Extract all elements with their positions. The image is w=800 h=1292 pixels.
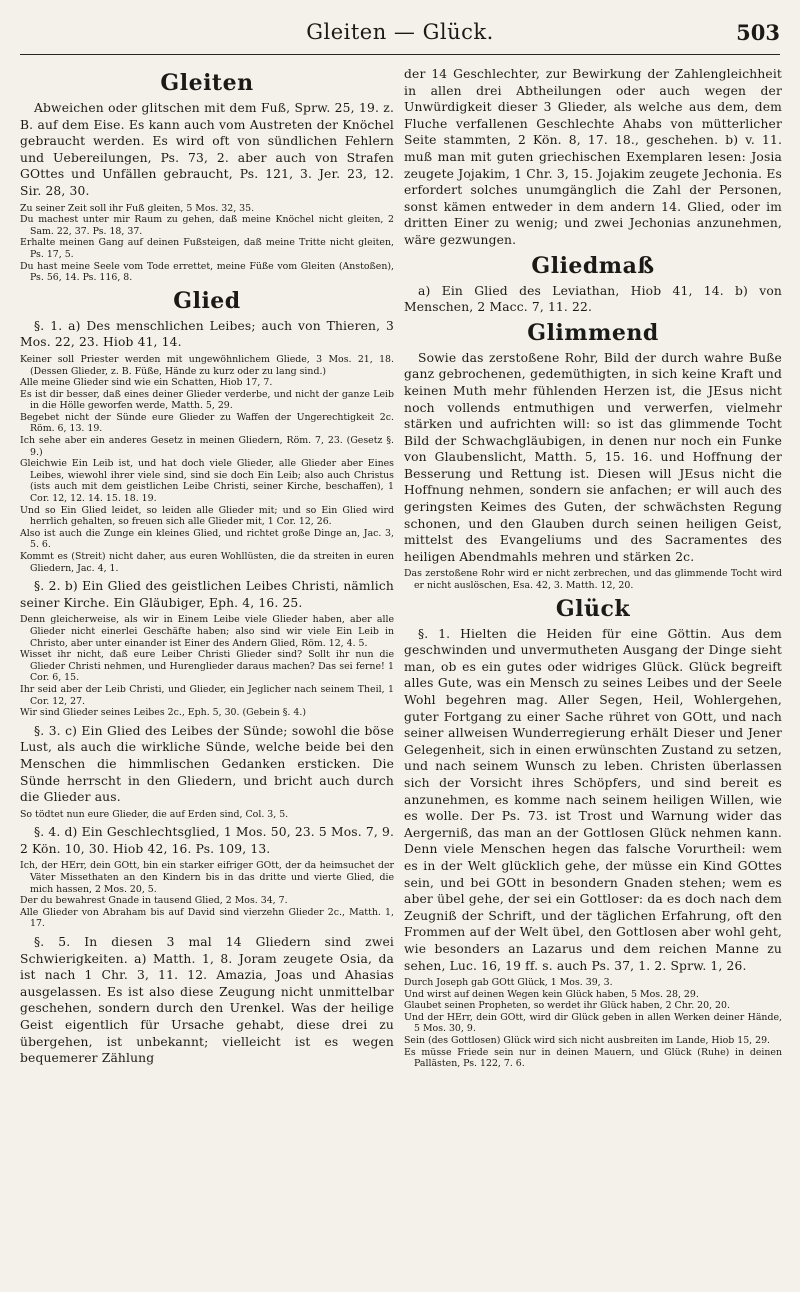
right-column xyxy=(404,66,782,1070)
entry-heading-glueck: Glück xyxy=(555,595,631,622)
section-4-text: §. 4. d) Ein Geschlechtsglied, 1 Mos. 50, 23. 5 Mos. 7, 9. 2 Kön. 10, 30. Hiob 42, 16. Ps. 109, 13. xyxy=(20,825,394,856)
citation: Du hast meine Seele vom Tode errettet, meine Füße vom Gleiten (Anstoßen), Ps. 56, 14. Ps. 116, 8. xyxy=(20,260,394,284)
citation: Das zerstoßene Rohr wird er nicht zerbrechen, und das glimmende Tocht wird er nicht auslöschen, Esa. 42, 3. Matth. 12, 20. xyxy=(404,568,782,592)
citation: Wir sind Glieder seines Leibes 2c., Eph. 5, 30. (Gebein §. 4.) xyxy=(20,707,306,719)
citation: Gleichwie Ein Leib ist, und hat doch viele Glieder, alle Glieder aber Eines Leibes, wiewohl ihrer viele sind, sind sie doch Ein Leib; also auch Christus (ists auch mit dem geistlichen Leibe Christi, seiner Kirche, beschaffen), 1 Cor. 12, 12. 14. 15. 18. 19. xyxy=(20,458,394,505)
citation: Du machest unter mir Raum zu gehen, daß meine Knöchel nicht gleiten, 2 Sam. 22, 37. Ps. 18, 37. xyxy=(20,214,394,237)
citation: Keiner soll Priester werden mit ungewöhnlichem Gliede, 3 Mos. 21, 18. (Dessen Glieder, z. B. Füße, Hände zu kurz oder zu lang sind.) xyxy=(20,353,394,377)
citation: Kommt es (Streit) nicht daher, aus euren Wohllüsten, die da streiten in euren Gliedern, Jac. 4, 1. xyxy=(20,551,394,574)
citation: Alle Glieder von Abraham bis auf David sind vierzehn Glieder 2c., Matth. 1, 17. xyxy=(20,906,394,930)
citation: Der du bewahrest Gnade in tausend Glied, 2 Mos. 34, 7. xyxy=(20,895,288,907)
entry-text-gliedmass: a) Ein Glied des Leviathan, Hiob 41, 14. b) von Menschen, 2 Macc. 7, 11. 22. xyxy=(404,283,782,315)
left-column xyxy=(20,66,394,1067)
citation: Ihr seid aber der Leib Christi, und Glieder, ein Jeglicher nach seinem Theil, 1 Cor. 12, 27. xyxy=(20,683,394,707)
entry-heading-gliedmass: Gliedmaß xyxy=(531,252,655,279)
section-3-text: §. 3. c) Ein Glied des Leibes der Sünde; sowohl die böse Lust, als auch die wirkliche Sünde, welche beide bei den Menschen die himmlischen Gedanken ersticken. Die Sünde herrscht in den Gliedern, und bricht auch durch die Glieder aus. xyxy=(20,723,394,805)
citation: Ich sehe aber ein anderes Gesetz in meinen Gliedern, Röm. 7, 23. (Gesetz §. 9.) xyxy=(20,435,394,458)
citation: So tödtet nun eure Glieder, die auf Erden sind, Col. 3, 5. xyxy=(20,808,289,820)
citation: Alle meine Glieder sind wie ein Schatten, Hiob 17, 7. xyxy=(20,377,273,389)
entry-text-gleiten: Abweichen oder glitschen mit dem Fuß, Sprw. 25, 19. z. B. auf dem Eise. Es kann auch vom Austreten der Knöchel gebraucht werden. Es wird oft von sündlichen Fehlern und Uebereilungen, Ps. 73, 2. aber auch von Strafen GOttes und Unfällen gebraucht, Ps. 121, 3. Jer. 23, 12. Sir. 28, 30. xyxy=(20,101,394,198)
entry-text-glueck: §. 1. Hielten die Heiden für eine Göttin. Aus dem geschwinden und unvermutheten Ausgang der Dinge sieht man, ob es ein gutes oder widriges Glück. Glück begreift alles Gute, was ein Mensch zu seines Leibes und der Seele Wohl begehren mag. Aller Segen, Heil, Wohlergehen, guter Fortgang zu einer Sache rühret von GOtt, und nach seiner allweisen Wunderregierung erhält Dieser und Jener Gelegenheit, sich in einen erwünschten Zustand zu setzen, und nach seinem Wunsch zu leben. Christen überlassen sich der Vorsicht ihres Schöpfers, und sind bereit es anzunehmen, es komme nach seinem heiligen Willen, wie es wolle. Der Ps. 73. ist Trost und Warnung wider das Aergerniß, das man an der Gottlosen Glück nehmen kann. Denn viele Menschen hegen das falsche Vorurtheil: wem es in der Welt glücklich gehe, der müsse ein Kind GOttes sein, und bei GOtt in besondern Gnaden stehen; wem es aber übel gehe, der sei ein Gottloser: da es doch nach dem Zeugniß der Schrift, und der täglichen Erfahrung, oft den Frommen auf der Welt übel, den Gottlosen aber wohl geht, wie besonders an Lazarus und dem reichen Manne zu sehen, Luc. 16, 19 ff. s. auch Ps. 37, 1. 2. Sprw. 1, 26. xyxy=(404,626,782,973)
page-number: 503 xyxy=(736,20,780,45)
section-5-continuation: der 14 Geschlechter, zur Bewirkung der Zahlengleichheit in allen drei Abtheilungen oder auch wegen der Unwürdigkeit dieser 3 Glieder, als welche aus dem, dem Fluche verfallenen Geschlechte Ahabs von mütterlicher Seite stammten, 2 Kön. 8, 17. 18., geschehen. b) v. 11. muß man mit guten griechischen Exemplaren lesen: Josia zeugete Jojakim, 1 Chr. 3, 15. Jojakim zeugete Jechonia. Es erfordert solches unumgänglich die Zahl der Personen, sonst kämen entweder in dem andern 14. Glied, oder im dritten Einer zu wenig; und zwei Jechonias anzunehmen, wäre gezwungen. xyxy=(404,67,782,247)
citation: Es müsse Friede sein nur in deinen Mauern, und Glück (Ruhe) in deinen Pallästen, Ps. 122, 7. 6. xyxy=(404,1046,782,1070)
entry-heading-gleiten: Gleiten xyxy=(160,70,254,96)
citation: Und der HErr, dein GOtt, wird dir Glück geben in allen Werken deiner Hände, 5 Mos. 30, 9. xyxy=(404,1011,782,1035)
section-2-text: §. 2. b) Ein Glied des geistlichen Leibes Christi, nämlich seiner Kirche. Ein Gläubiger, Eph. 4, 16. 25. xyxy=(20,579,394,610)
section-5-text: §. 5. In diesen 3 mal 14 Gliedern sind zwei Schwierigkeiten. a) Matth. 1, 8. Joram zeugete Osia, da ist nach 1 Chr. 3, 11. 12. Amazia, Joas und Ahasias ausgelassen. Es ist also diese Zeugung nicht unmittelbar geschehen, sondern durch den Urenkel. Was der heilige Geist eigentlich für Ursache gehabt, diese drei zu übergehen, ist unbekannt; vielleicht ist es wegen bequemerer Zählung xyxy=(20,935,394,1066)
citation: Sein (des Gottlosen) Glück wird sich nicht ausbreiten im Lande, Hiob 15, 29. xyxy=(404,1035,771,1047)
citation: Und wirst auf deinen Wegen kein Glück haben, 5 Mos. 28, 29. xyxy=(404,988,699,1000)
citation: Es ist dir besser, daß eines deiner Glieder verderbe, und nicht der ganze Leib in die Hölle geworfen werde, Matth. 5, 29. xyxy=(20,388,394,412)
citation: Glaubet seinen Propheten, so werdet ihr Glück haben, 2 Chr. 20, 20. xyxy=(404,1000,730,1012)
entry-text-glimmend: Sowie das zerstoßene Rohr, Bild der durch wahre Buße ganz gebrochenen, gedemüthigten, in sich keine Kraft und keinen Muth mehr fühlenden Herzen ist, die JEsus nicht noch vollends entmuthigen und verwerfen, vielmehr stärken und aufrichten will: so ist das glimmende Tocht Bild der Schwachgläubigen, in denen nur noch ein Funke von Glaubenslicht, Matth. 5, 15. 16. und Hoffnung der Besserung und Rettung ist. Diesen will JEsus nicht die Hoffnung nehmen, sondern sie anfachen; er will auch des geringsten Keimes des Guten, der schwächsten Regung schonen, und den Glauben durch seinen heiligen Geist, mittelst des Evangeliums und des Sacramentes des heiligen Abendmahls mehren und stärken 2c. xyxy=(404,350,782,564)
citation: Denn gleicherweise, als wir in Einem Leibe viele Glieder haben, aber alle Glieder nicht einerlei Geschäfte haben; also sind wir viele Ein Leib in Christo, aber unter einander ist Einer des Andern Glied, Röm. 12, 4. 5. xyxy=(20,614,394,649)
citation: Zu seiner Zeit soll ihr Fuß gleiten, 5 Mos. 32, 35. xyxy=(20,202,255,214)
citation: Also ist auch die Zunge ein kleines Glied, und richtet große Dinge an, Jac. 3, 5. 6. xyxy=(20,527,394,551)
citation: Wisset ihr nicht, daß eure Leiber Christi Glieder sind? Sollt ihr nun die Glieder Christi nehmen, und Hurenglieder daraus machen? Das sei ferne! 1 Cor. 6, 15. xyxy=(20,649,394,684)
entry-heading-glimmend: Glimmend xyxy=(527,319,659,346)
citation: Begebet nicht der Sünde eure Glieder zu Waffen der Ungerechtigkeit 2c. Röm. 6, 13. 19. xyxy=(20,411,394,435)
section-1-text: §. 1. a) Des menschlichen Leibes; auch von Thieren, 3 Mos. 22, 23. Hiob 41, 14. xyxy=(20,318,394,350)
page-header xyxy=(20,14,780,55)
citation: Ich, der HErr, dein GOtt, bin ein starker eifriger GOtt, der da heimsuchet der Väter Missethaten an den Kindern bis in das dritte und vierte Glied, die mich hassen, 2 Mos. 20, 5. xyxy=(20,860,394,895)
citation: Durch Joseph gab GOtt Glück, 1 Mos. 39, 3. xyxy=(404,977,613,989)
citation: Erhalte meinen Gang auf deinen Fußsteigen, daß meine Tritte nicht gleiten, Ps. 17, 5. xyxy=(20,237,394,260)
running-title: Gleiten — Glück. xyxy=(306,20,494,44)
entry-heading-glied: Glied xyxy=(173,287,241,314)
citation: Und so Ein Glied leidet, so leiden alle Glieder mit; und so Ein Glied wird herrlich gehalten, so freuen sich alle Glieder mit, 1 Cor. 12, 26. xyxy=(20,504,394,528)
